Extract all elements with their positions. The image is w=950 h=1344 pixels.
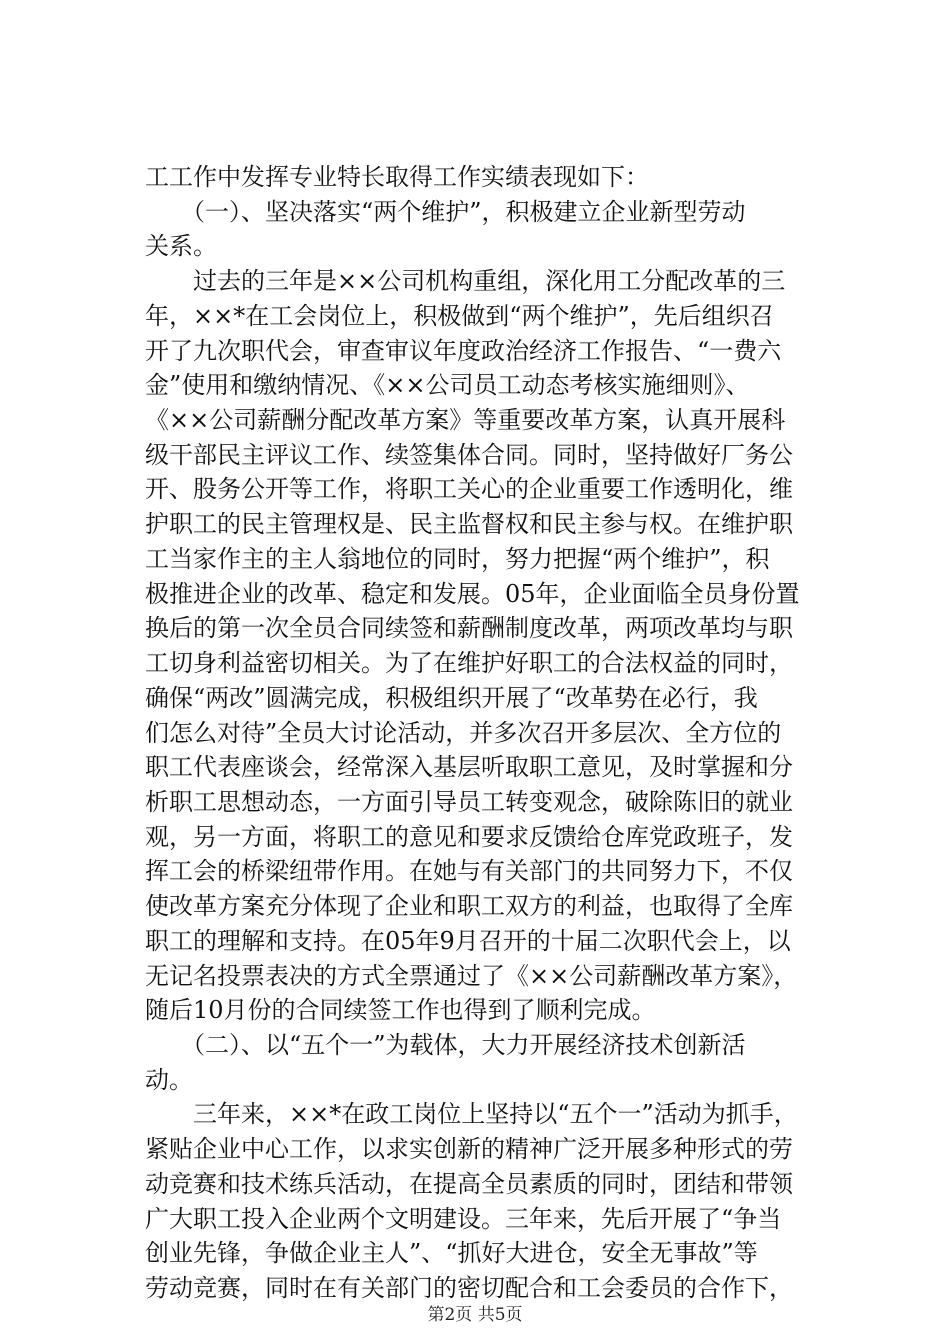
text-line: 金”使用和缴纳情况、《××公司员工动态考核实施细则》、: [145, 371, 750, 400]
text-line: 动。: [145, 1065, 193, 1094]
text-line: 紧贴企业中心工作，以求实创新的精神广泛开展多种形式的劳: [145, 1135, 793, 1164]
text-line: （一）、坚决落实“两个维护”，积极建立企业新型劳动: [145, 197, 746, 226]
text-line: 随后10月份的合同续签工作也得到了顺利完成。: [145, 996, 656, 1025]
text-line: 工切身利益密切相关。为了在维护好职工的合法权益的同时，: [145, 649, 793, 678]
text-line: 开、股务公开等工作，将职工关心的企业重要工作透明化，维: [145, 475, 793, 504]
text-line: 年，××*在工会岗位上，积极做到“两个维护”，先后组织召: [145, 301, 774, 330]
text-line: 级干部民主评议工作、续签集体合同。同时，坚持做好厂务公: [145, 440, 793, 469]
text-line: 极推进企业的改革、稳定和发展。05年，企业面临全员身份置: [145, 579, 800, 608]
text-line: 无记名投票表决的方式全票通过了《××公司薪酬改革方案》，: [145, 961, 798, 990]
text-line: 创业先锋，争做企业主人”、“抓好大进仓，安全无事故”等: [145, 1239, 758, 1268]
text-line: 换后的第一次全员合同续签和薪酬制度改革，两项改革均与职: [145, 614, 793, 643]
text-line: 观，另一方面，将职工的意见和要求反馈给仓库党政班子，发: [145, 822, 793, 851]
text-line: 过去的三年是××公司机构重组，深化用工分配改革的三: [145, 267, 786, 296]
text-line: （二）、以“五个一”为载体，大力开展经济技术创新活: [145, 1031, 746, 1059]
text-line: 挥工会的桥梁纽带作用。在她与有关部门的共同努力下，不仅: [145, 857, 793, 886]
text-line: 三年来，××*在政工岗位上坚持以“五个一”活动为抓手，: [145, 1100, 798, 1129]
text-line: 关系。: [145, 232, 217, 261]
text-line: 护职工的民主管理权是、民主监督权和民主参与权。在维护职: [145, 510, 793, 539]
text-line: 职工的理解和支持。在05年9月召开的十届二次职代会上，以: [145, 926, 791, 955]
text-line: 工当家作主的主人翁地位的同时，努力把握“两个维护”，积: [145, 544, 770, 573]
text-line: 确保“两改”圆满完成，积极组织开展了“改革势在必行，我: [145, 683, 758, 712]
text-line: 动竞赛和技术练兵活动，在提高全员素质的同时，团结和带领: [145, 1169, 793, 1198]
page-footer: 第2页 共5页: [427, 1305, 523, 1325]
text-line: 工工作中发挥专业特长取得工作实绩表现如下：: [145, 163, 649, 191]
text-line: 使改革方案充分体现了企业和职工双方的利益，也取得了全库: [145, 892, 793, 921]
text-line: 开了九次职代会，审查审议年度政治经济工作报告、“一费六: [145, 336, 782, 365]
text-line: 劳动竞赛，同时在有关部门的密切配合和工会委员的合作下，: [145, 1274, 793, 1303]
text-line: 《××公司薪酬分配改革方案》等重要改革方案，认真开展科: [145, 406, 786, 435]
text-line: 广大职工投入企业两个文明建设。三年来，先后开展了“争当: [145, 1204, 782, 1233]
text-line: 析职工思想动态，一方面引导员工转变观念，破除陈旧的就业: [145, 787, 793, 816]
text-line: 职工代表座谈会，经常深入基层听取职工意见，及时掌握和分: [145, 753, 793, 782]
text-line: 们怎么对待”全员大讨论活动，并多次召开多层次、全方位的: [145, 718, 782, 747]
